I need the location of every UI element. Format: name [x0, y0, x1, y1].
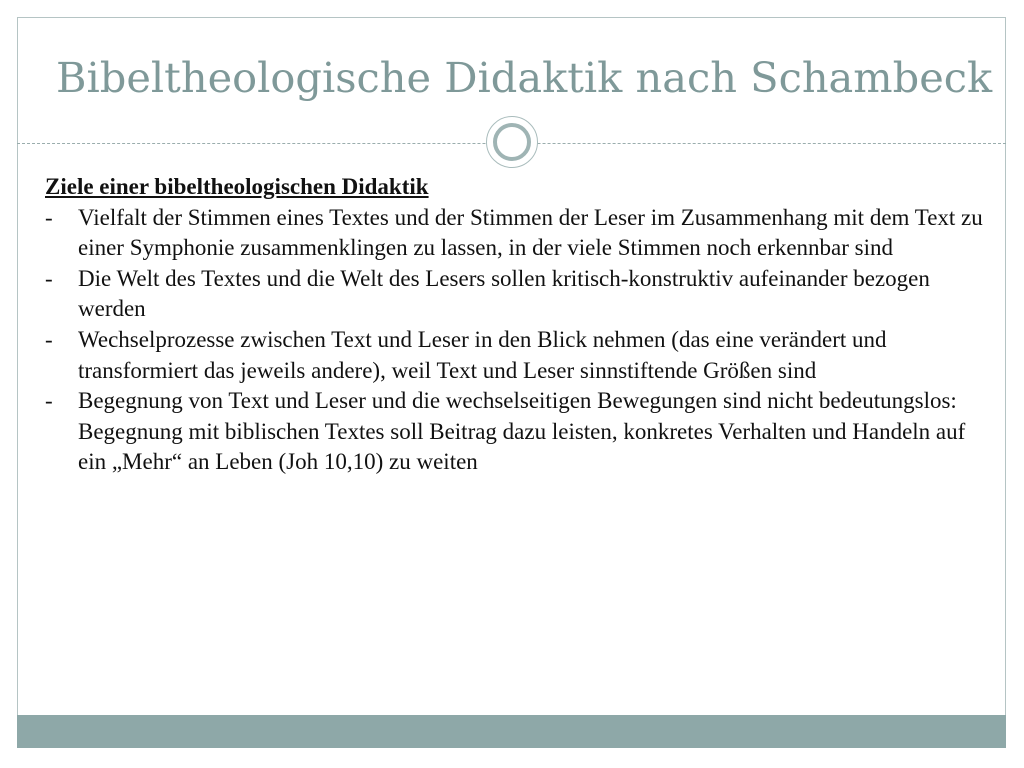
ring-icon [486, 116, 538, 168]
slide-title: Bibeltheologische Didaktik nach Schambeck [56, 53, 993, 102]
slide-body [45, 172, 995, 478]
list-item [45, 386, 995, 478]
list-item [45, 264, 995, 325]
list-item-text: Vielfalt der Stimmen eines Textes und der Stimmen der Leser im Zusammenhang mit dem Text zu einer Symphonie zusammenklingen zu lassen, in der viele Stimmen noch erkennbar sind [78, 204, 983, 261]
list-item [45, 325, 995, 386]
goals-list [45, 203, 995, 478]
bullet-dash: - [45, 204, 53, 230]
bullet-dash: - [45, 326, 53, 352]
list-item-text: Wechselprozesse zwischen Text und Leser in den Blick nehmen (das eine verändert und transformiert das jeweils andere), weil Text und Leser sinnstiftende Größen sind [78, 326, 887, 383]
list-item-text: Die Welt des Textes und die Welt des Lesers sollen kritisch-konstruktiv aufeinander bezogen werden [78, 265, 930, 322]
bullet-dash: - [45, 388, 53, 414]
list-item-text: Begegnung von Text und Leser und die wechselseitigen Bewegungen sind nicht bedeutungslos: Begegnung mit biblischen Textes soll Beitrag dazu leisten, konkretes Verhalten und Handeln auf ein „Mehr“ an Leben (Joh 10,10) zu weiten [78, 388, 966, 475]
list-item [45, 203, 995, 264]
footer-bar [17, 715, 1006, 748]
bullet-dash: - [45, 265, 53, 291]
section-heading: Ziele einer bibeltheologischen Didaktik [45, 174, 429, 199]
